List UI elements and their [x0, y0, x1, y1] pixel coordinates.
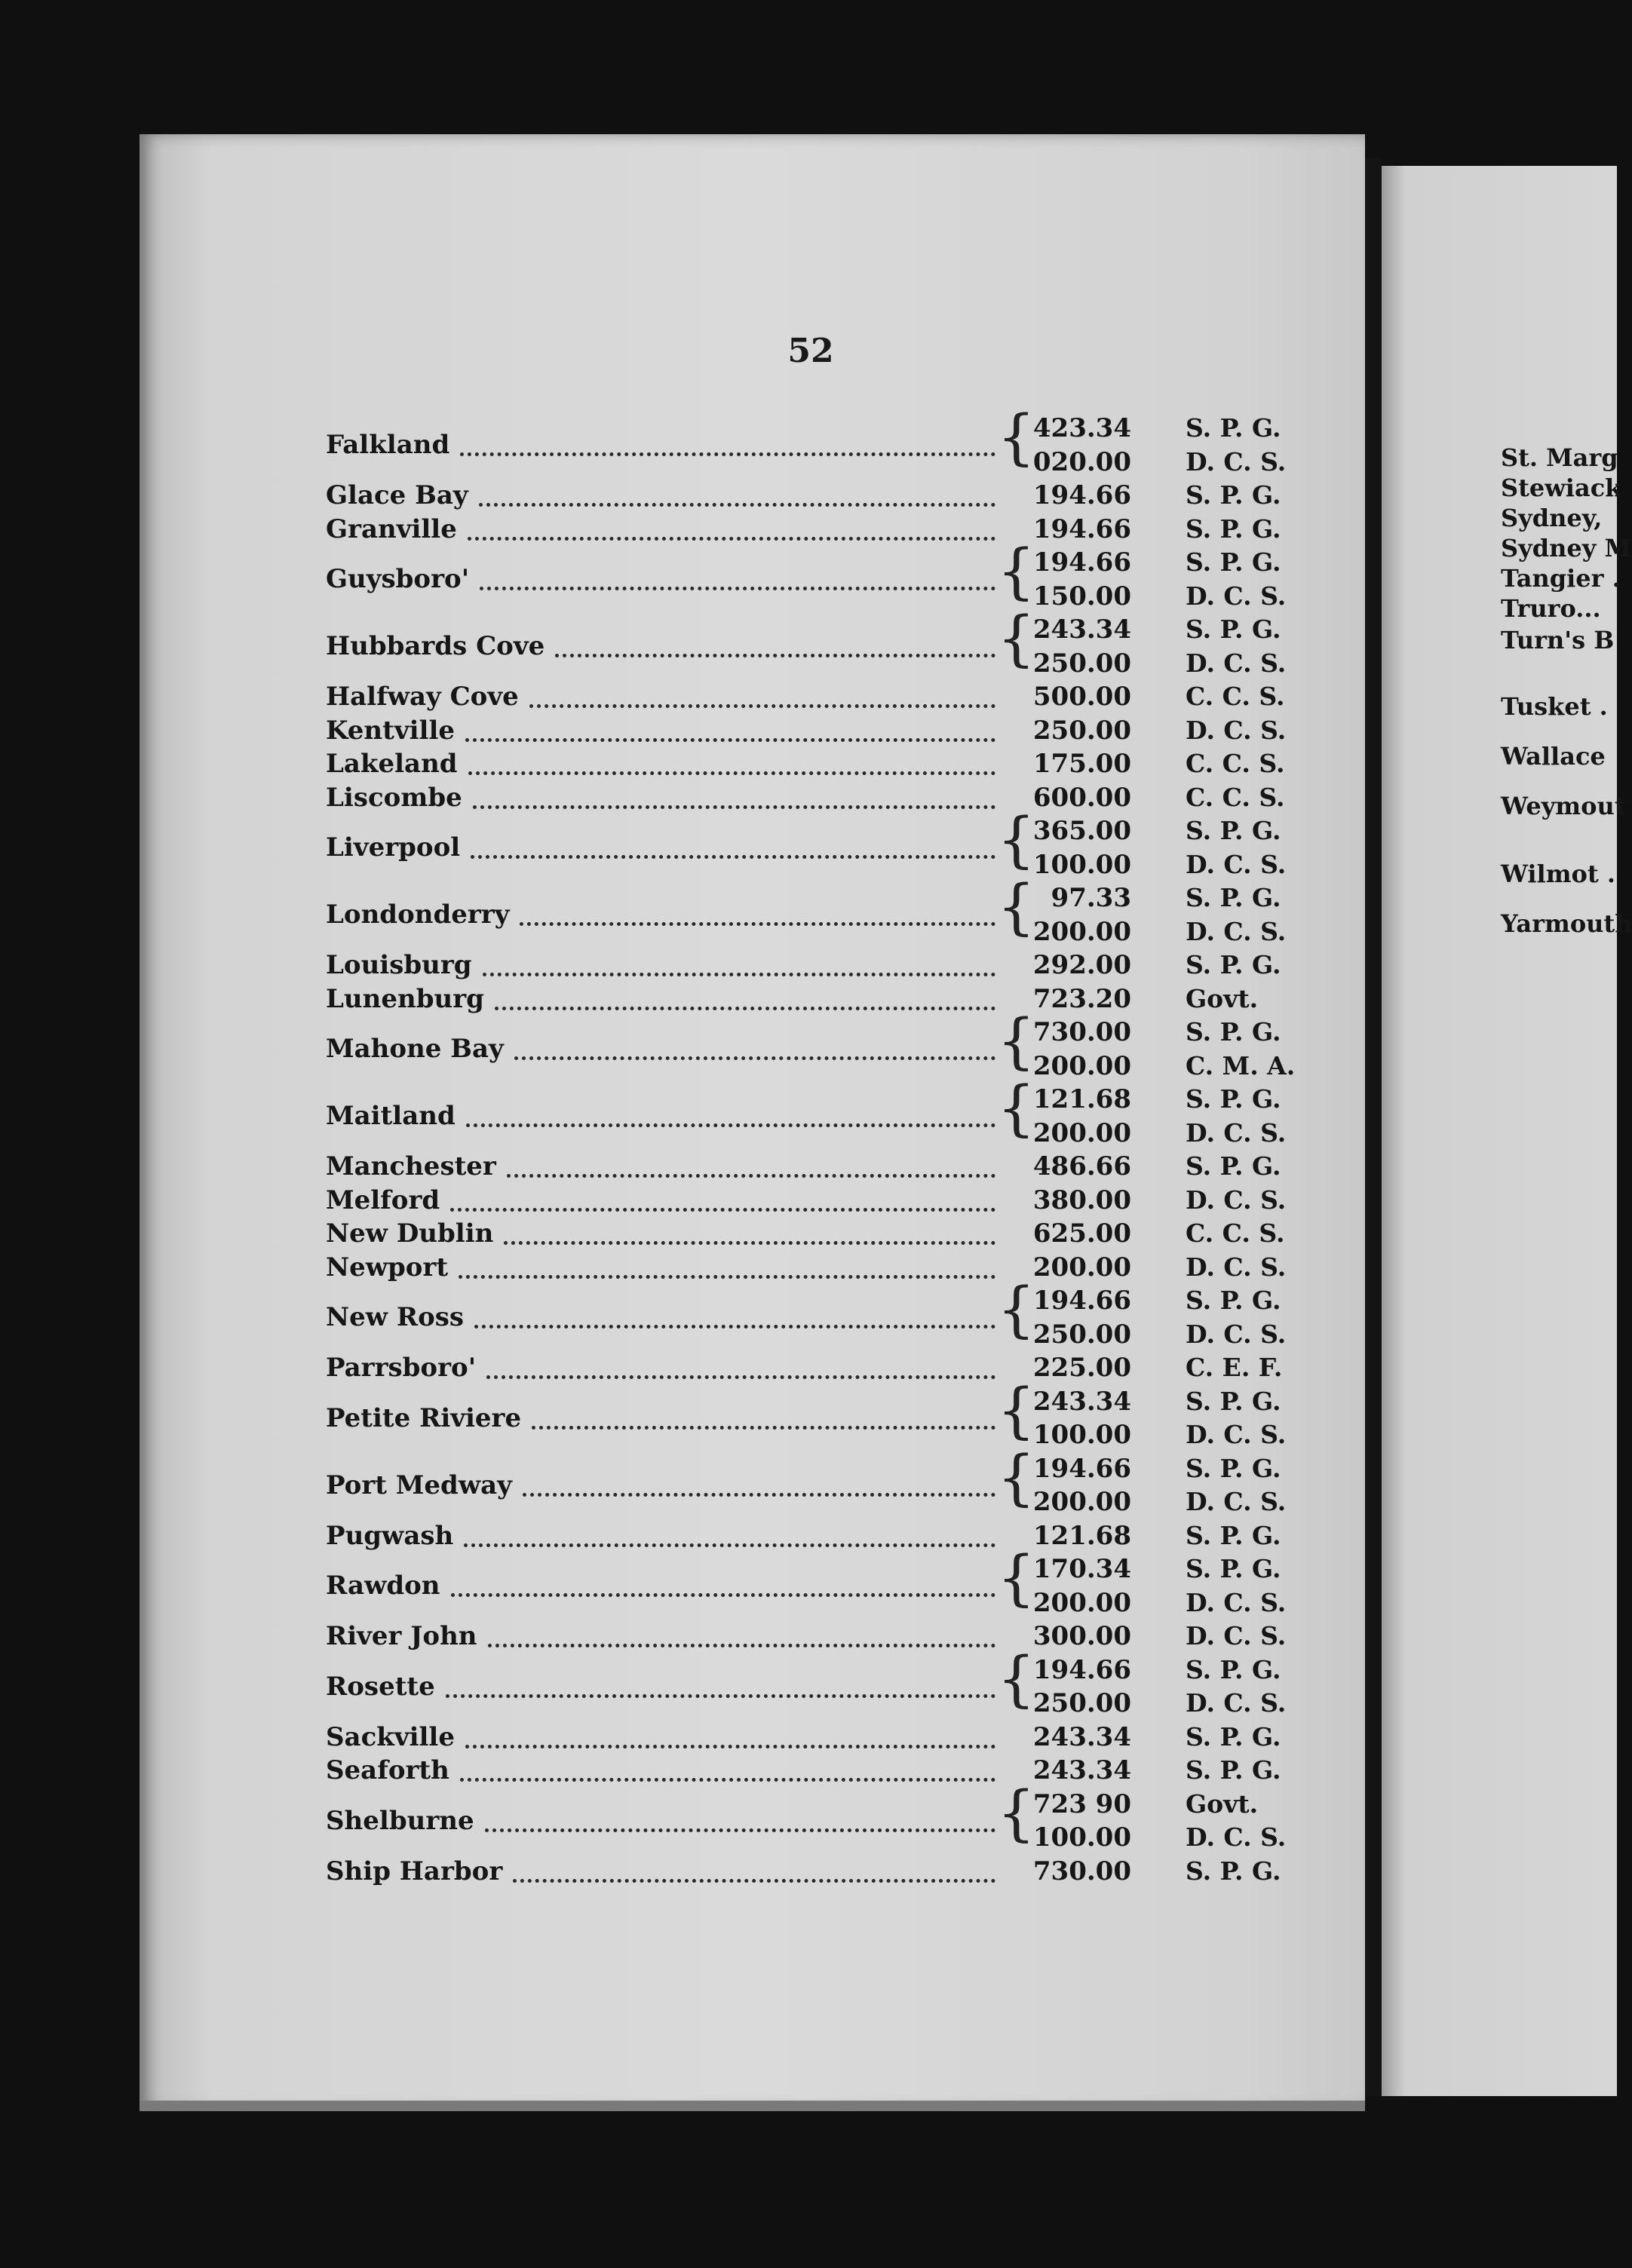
amount-value: 020.00	[1032, 446, 1131, 477]
dot-leader	[486, 1368, 995, 1379]
place-name: Mahone Bay	[326, 1034, 504, 1065]
funding-source: D. C. S.	[1186, 916, 1287, 946]
amount-value: 250.00	[1032, 1319, 1131, 1350]
dot-leader	[460, 445, 995, 456]
funding-source: D. C. S.	[1186, 1822, 1287, 1852]
funding-source: S. P. G.	[1186, 513, 1281, 544]
dot-leader	[514, 1049, 995, 1060]
funding-source: C. C. S.	[1186, 682, 1285, 711]
amount-value: 170.34	[1032, 1554, 1131, 1584]
place-name: Granville	[326, 513, 457, 544]
right-page-entry: Wilmot .	[1501, 860, 1615, 888]
dot-leader	[479, 495, 995, 507]
amount-value: 365.00	[1032, 816, 1131, 846]
funding-source: D. C. S.	[1186, 1587, 1287, 1617]
place-name: River John	[326, 1621, 477, 1651]
funding-source: D. C. S.	[1186, 1117, 1287, 1148]
dot-leader	[450, 1200, 995, 1212]
dot-leader	[488, 1636, 995, 1647]
funding-source: S. P. G.	[1186, 1151, 1281, 1181]
place-name: Halfway Cove	[326, 682, 519, 712]
funding-source: C. M. A.	[1186, 1050, 1296, 1080]
funding-source: D. C. S.	[1186, 581, 1287, 611]
amount-value: 200.00	[1032, 1050, 1131, 1081]
place-name: Melford	[326, 1185, 440, 1215]
amount-value: 200.00	[1032, 1117, 1131, 1148]
amount-value: 423.34	[1032, 413, 1131, 443]
place-name: Hubbards Cove	[326, 631, 545, 662]
dot-leader	[446, 1687, 995, 1698]
dot-leader	[468, 529, 995, 541]
funding-source: D. C. S.	[1186, 1252, 1287, 1282]
brace-mark: {	[997, 402, 1035, 472]
dot-leader	[465, 1737, 995, 1749]
amount-value: 250.00	[1032, 1688, 1131, 1718]
funding-source: S. P. G.	[1186, 1856, 1281, 1886]
amount-value: 243.34	[1032, 1755, 1131, 1785]
funding-source: D. C. S.	[1186, 1688, 1287, 1718]
dot-leader	[513, 1871, 995, 1883]
amount-value: 600.00	[1032, 782, 1131, 813]
dot-leader	[520, 915, 995, 926]
funding-source: D. C. S.	[1186, 1487, 1287, 1516]
place-name: Guysboro'	[326, 564, 470, 595]
dot-leader	[485, 1821, 995, 1832]
book-gutter	[1365, 158, 1382, 2096]
place-name: Pugwash	[326, 1520, 454, 1551]
amount-value: 723 90	[1032, 1788, 1131, 1819]
amount-value: 100.00	[1032, 1822, 1131, 1853]
amount-value: 200.00	[1032, 1252, 1131, 1283]
place-name: Liverpool	[326, 832, 461, 863]
funding-source: S. P. G.	[1186, 816, 1281, 845]
brace-mark: {	[997, 1643, 1035, 1714]
amount-value: 200.00	[1032, 1587, 1131, 1618]
dot-leader	[460, 1770, 995, 1782]
place-name: Kentville	[326, 715, 455, 746]
funding-source: C. C. S.	[1186, 749, 1285, 778]
amount-value: 250.00	[1032, 715, 1131, 746]
brace-mark: {	[997, 1006, 1035, 1076]
place-name: Liscombe	[326, 782, 462, 813]
amount-value: 250.00	[1032, 648, 1131, 679]
amount-value: 292.00	[1032, 950, 1131, 980]
place-name: Rosette	[326, 1671, 435, 1702]
right-page-entry: Sydney,	[1501, 504, 1603, 532]
right-page-entry: Tangier .	[1501, 564, 1621, 593]
brace-mark: {	[997, 1375, 1035, 1445]
place-name: Maitland	[326, 1101, 456, 1132]
place-name: Seaforth	[326, 1755, 449, 1785]
funding-source: S. P. G.	[1186, 1721, 1281, 1752]
amount-value: 243.34	[1032, 1386, 1131, 1417]
funding-source: D. C. S.	[1186, 849, 1287, 879]
amount-value: 100.00	[1032, 849, 1131, 880]
brace-mark: {	[997, 872, 1035, 942]
place-name: Falkland	[326, 430, 450, 461]
place-name: Petite Riviere	[326, 1402, 522, 1433]
funding-source: C. C. S.	[1186, 782, 1285, 812]
amount-value: 243.34	[1032, 1721, 1131, 1752]
place-name: New Dublin	[326, 1218, 494, 1249]
place-name: Port Medway	[326, 1470, 512, 1500]
brace-mark: {	[997, 1442, 1035, 1513]
dot-leader	[451, 1586, 995, 1597]
amount-value: 625.00	[1032, 1218, 1131, 1249]
amount-value: 225.00	[1032, 1353, 1131, 1383]
funding-source: D. C. S.	[1186, 1621, 1287, 1650]
dot-leader	[555, 646, 995, 657]
brace-mark: {	[997, 1543, 1035, 1613]
brace-mark: {	[997, 536, 1035, 606]
amount-value: 730.00	[1032, 1856, 1131, 1886]
dot-leader	[459, 1267, 995, 1279]
brace-mark: {	[997, 1777, 1035, 1848]
funding-source: S. P. G.	[1186, 1386, 1281, 1416]
right-page-entry: Yarmouth	[1501, 909, 1632, 938]
amount-value: 194.66	[1032, 547, 1131, 578]
brace-mark: {	[997, 1274, 1035, 1344]
place-name: Lakeland	[326, 749, 458, 779]
funding-source: D. C. S.	[1186, 648, 1287, 678]
place-name: Londonderry	[326, 900, 510, 930]
funding-source: S. P. G.	[1186, 1453, 1281, 1483]
funding-source: S. P. G.	[1186, 615, 1281, 644]
amount-value: 100.00	[1032, 1420, 1131, 1450]
place-name: Parrsboro'	[326, 1353, 477, 1383]
place-name: Lunenburg	[326, 983, 484, 1014]
funding-source: C. C. S.	[1186, 1218, 1285, 1248]
dot-leader	[483, 965, 995, 976]
funding-source: S. P. G.	[1186, 547, 1281, 577]
amount-value: 200.00	[1032, 916, 1131, 947]
amount-value: 500.00	[1032, 682, 1131, 712]
amount-value: 243.34	[1032, 615, 1131, 645]
amount-value: 97.33	[1051, 883, 1131, 913]
funding-source: S. P. G.	[1186, 1286, 1281, 1315]
dot-leader	[480, 579, 995, 590]
funding-source: C. E. F.	[1186, 1353, 1283, 1382]
funding-source: D. C. S.	[1186, 1420, 1287, 1449]
amount-value: 194.66	[1032, 1453, 1131, 1484]
right-page-entry: St. Marg	[1501, 443, 1618, 472]
dot-leader	[465, 731, 995, 742]
right-page-entry: Sydney M	[1501, 534, 1631, 562]
brace-mark: {	[997, 603, 1035, 673]
amount-value: 121.68	[1032, 1520, 1131, 1551]
amount-value: 723.20	[1032, 983, 1131, 1014]
funding-source: D. C. S.	[1186, 446, 1287, 477]
dot-leader	[471, 847, 995, 859]
funding-source: S. P. G.	[1186, 1084, 1281, 1114]
funding-source: Govt.	[1186, 1788, 1259, 1819]
dot-leader	[504, 1234, 995, 1245]
dot-leader	[474, 1317, 995, 1329]
funding-source: D. C. S.	[1186, 715, 1287, 745]
funding-source: S. P. G.	[1186, 480, 1281, 510]
dot-leader	[466, 1116, 995, 1127]
amount-value: 150.00	[1032, 581, 1131, 611]
right-page-entry: Weymout	[1501, 792, 1626, 820]
amount-value: 194.66	[1032, 480, 1131, 510]
funding-source: S. P. G.	[1186, 1554, 1281, 1583]
amount-value: 380.00	[1032, 1185, 1131, 1215]
right-page-entry: Turn's B	[1501, 626, 1615, 654]
dot-leader	[473, 798, 995, 809]
funding-source: S. P. G.	[1186, 883, 1281, 912]
funding-source: S. P. G.	[1186, 1755, 1281, 1785]
place-name: New Ross	[326, 1302, 465, 1333]
place-name: Newport	[326, 1252, 449, 1283]
amount-value: 194.66	[1032, 1654, 1131, 1685]
place-name: Glace Bay	[326, 480, 468, 510]
right-page-entry: Stewiack	[1501, 474, 1622, 502]
dot-leader	[495, 999, 995, 1010]
funding-source: Govt.	[1186, 983, 1259, 1013]
amount-value: 121.68	[1032, 1084, 1131, 1114]
dot-leader	[507, 1166, 995, 1178]
funding-source: S. P. G.	[1186, 950, 1281, 979]
right-page-entry: Wallace	[1501, 742, 1606, 771]
amount-value: 194.66	[1032, 1286, 1131, 1316]
funding-source: S. P. G.	[1186, 1017, 1281, 1047]
place-name: Sackville	[326, 1721, 455, 1752]
dot-leader	[532, 1418, 995, 1430]
brace-mark: {	[997, 1073, 1035, 1143]
place-name: Rawdon	[326, 1571, 440, 1601]
amount-value: 730.00	[1032, 1017, 1131, 1047]
place-name: Ship Harbor	[326, 1856, 503, 1886]
dot-leader	[523, 1485, 995, 1497]
brace-mark: {	[997, 805, 1035, 875]
funding-source: S. P. G.	[1186, 1520, 1281, 1550]
amount-value: 175.00	[1032, 749, 1131, 779]
amount-value: 194.66	[1032, 513, 1131, 544]
amount-value: 200.00	[1032, 1487, 1131, 1517]
dot-leader	[468, 764, 995, 775]
place-name: Manchester	[326, 1151, 496, 1182]
place-name: Shelburne	[326, 1805, 474, 1836]
funding-source: D. C. S.	[1186, 1185, 1287, 1215]
funding-source: D. C. S.	[1186, 1319, 1287, 1349]
right-page-entry: Truro...	[1501, 594, 1601, 623]
place-name: Louisburg	[326, 950, 472, 980]
dot-leader	[464, 1536, 995, 1547]
amount-value: 486.66	[1032, 1151, 1131, 1182]
right-page-entry: Tusket .	[1501, 692, 1608, 721]
dot-leader	[529, 697, 995, 708]
funding-source: S. P. G.	[1186, 1654, 1281, 1684]
funding-source: S. P. G.	[1186, 413, 1281, 443]
amount-value: 300.00	[1032, 1621, 1131, 1651]
page-number: 52	[787, 332, 834, 370]
